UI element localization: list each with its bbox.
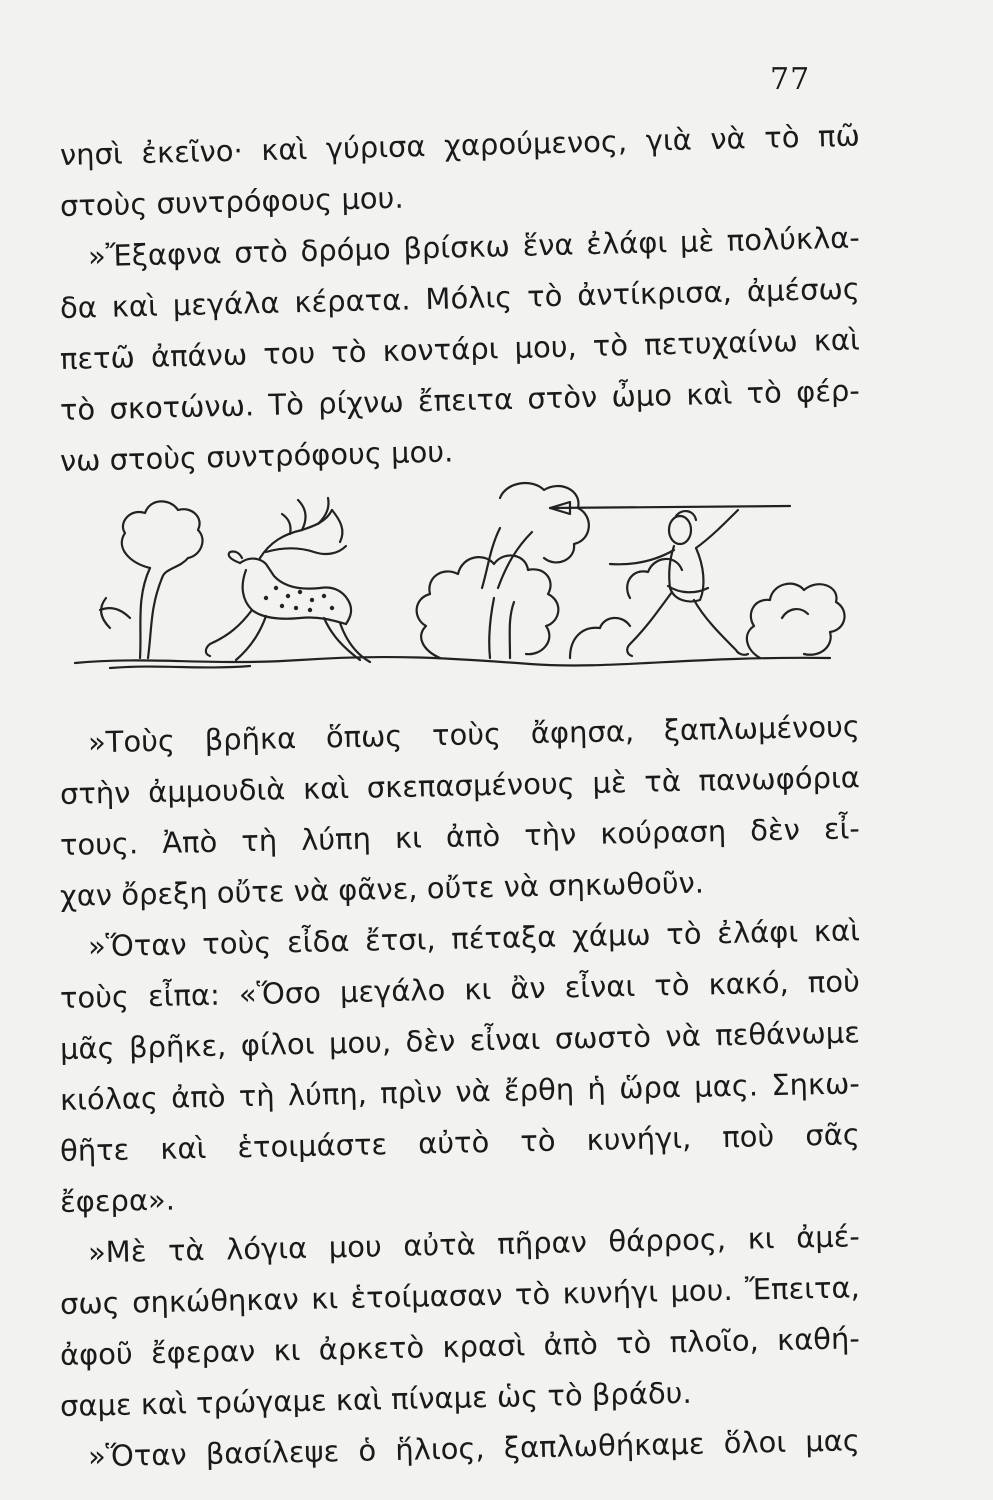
text-line: »Ἔξαφνα στὸ δρόμο βρίσκω ἕνα ἐλάφι μὲ πολύκλα- [87,220,861,274]
text-line: »Ὅταν τοὺς εἶδα ἔτσι, πέταξα χάμω τὸ ἐλάφι καὶ [87,913,861,964]
bush-icon [747,584,845,658]
tree-icon [100,501,203,658]
text-line: νω στοὺς συντρόφους μου. [59,434,454,478]
text-block-top [59,118,861,487]
text-line: δα καὶ μεγάλα κέρατα. Μόλις τὸ ἀντίκρισα, ἀμέσως [59,271,861,325]
text-line: στὴν ἀμμουδιὰ καὶ σκεπασμένους μὲ τὰ πανωφόρια [59,760,861,811]
text-line: »Μὲ τὰ λόγια μου αὐτὰ πῆραν θάρρος, κι ἀμέ- [87,1219,861,1270]
page-number: 77 [770,62,811,97]
text-line: νησὶ ἐκεῖνο· καὶ γύρισα χαρούμενος, γιὰ νὰ τὸ πῶ [59,118,861,172]
deer-spots [264,586,334,612]
text-line: μᾶς βρῆκε, φίλοι μου, δὲν εἶναι σωστὸ νὰ πεθάνωμε [59,1015,861,1066]
spear-icon [550,502,790,514]
text-line: τὸ σκοτώνω. Τὸ ρίχνω ἔπειτα στὸν ὦμο καὶ τὸ φέρ- [59,373,861,427]
text-line: τους. Ἀπὸ τὴ λύπη κι ἀπὸ τὴν κούραση δὲν εἶ- [59,811,861,862]
text-line: σως σηκώθηκαν κι ἑτοίμασαν τὸ κυνήγι μου. Ἔπειτα, [59,1270,861,1321]
text-line: ἀφοῦ ἔφεραν κι ἀρκετὸ κρασὶ ἀπὸ τὸ πλοῖο, καθή- [59,1321,861,1372]
hunter-icon [610,510,748,656]
text-line: πετῶ ἀπάνω του τὸ κοντάρι μου, τὸ πετυχαίνω καὶ [59,322,861,376]
text-line: θῆτε καὶ ἑτοιμάστε αὐτὸ τὸ κυνήγι, ποὺ σᾶς [59,1117,861,1168]
text-line: τοὺς εἶπα: «Ὅσο μεγάλο κι ἂν εἶναι τὸ κακό, ποὺ [59,964,861,1015]
text-line: ἔφερα». [59,1182,176,1219]
text-line: »Ὅταν βασίλεψε ὁ ἥλιος, ξαπλωθήκαμε ὅλοι μας [87,1423,861,1474]
text-line: σαμε καὶ τρώγαμε καὶ πίναμε ὡς τὸ βράδυ. [59,1375,692,1423]
text-line: »Τοὺς βρῆκα ὅπως τοὺς ἄφησα, ξαπλωμένους [87,709,861,760]
illustration-drawing [70,468,860,688]
text-line: στοὺς συντρόφους μου. [59,180,404,223]
hunting-illustration [70,468,860,688]
deer-icon [206,498,370,662]
ground-line [75,657,830,665]
text-line: κιόλας ἀπὸ τὴ λύπη, πρὶν νὰ ἔρθη ἡ ὥρα μας. Σηκω- [59,1066,861,1117]
ground-line-2 [110,666,250,668]
text-block-bottom [59,709,861,1483]
text-line: χαν ὄρεξη οὔτε νὰ φᾶνε, οὔτε νὰ σηκωθοῦν. [59,865,705,913]
